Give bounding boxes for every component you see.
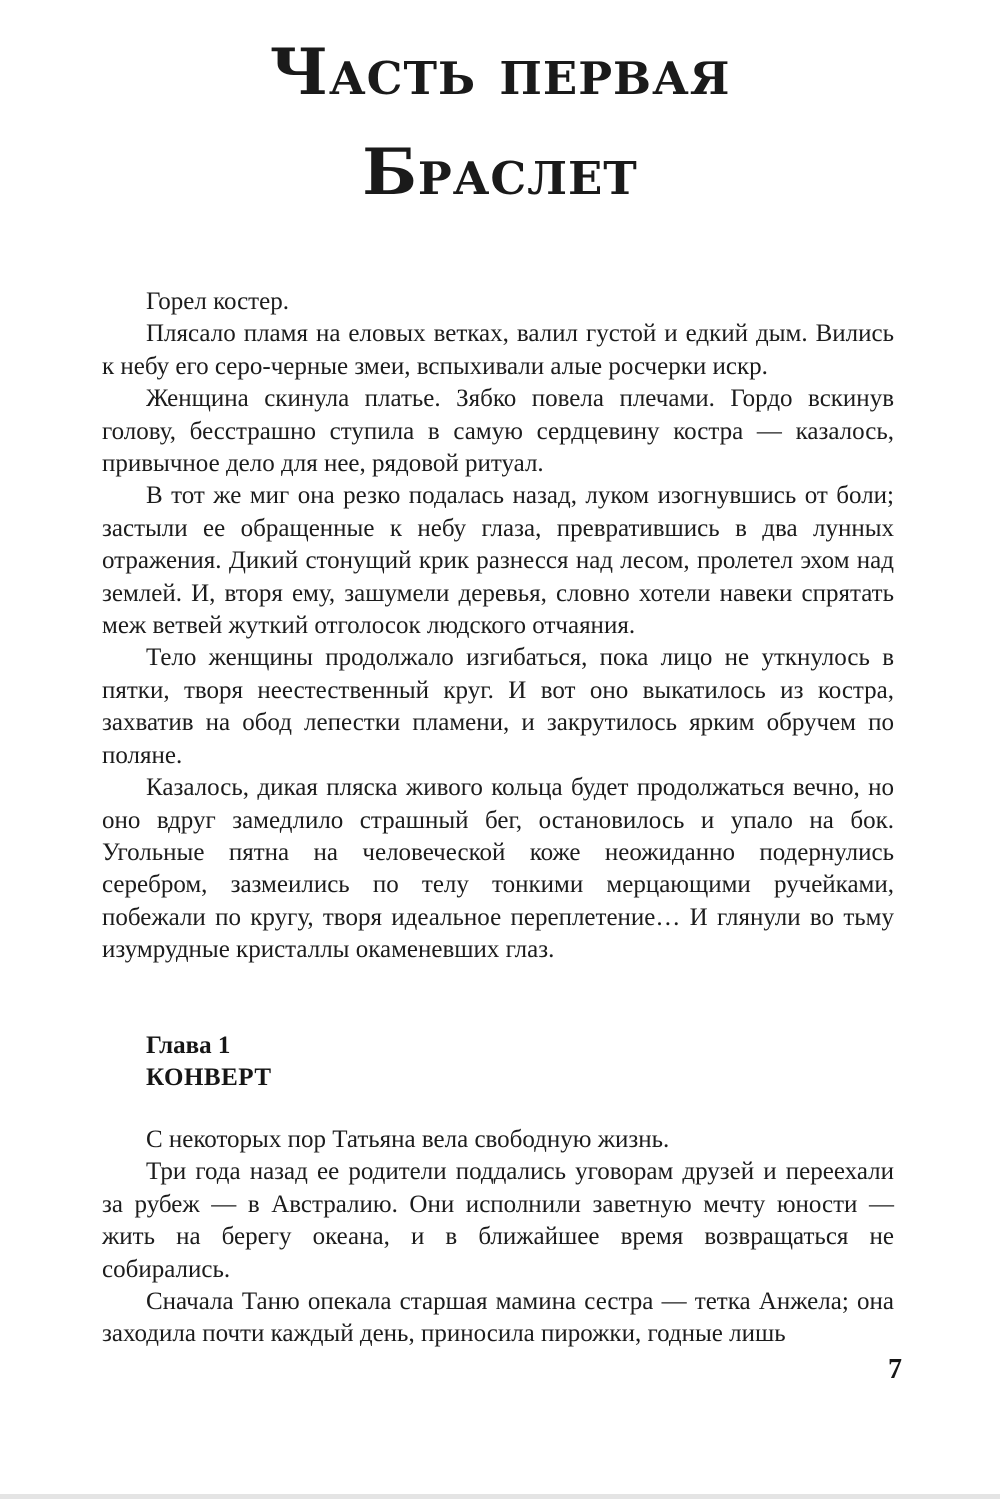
chapter-title: КОНВЕРТ xyxy=(146,1064,272,1091)
page-number: 7 xyxy=(888,1354,902,1385)
paragraph: С некоторых пор Татьяна вела свободную жизнь. xyxy=(146,1126,670,1153)
paragraph: Плясало пламя на еловых ветках, валил густой и едкий дым. Вились к небу его серо-черные змеи, вспыхивали алые росчерки искр. xyxy=(102,320,894,380)
chapter-number: Глава 1 xyxy=(146,1032,231,1059)
paragraph: Три года назад ее родители поддались уговорам друзей и переехали за рубеж — в Австралию. Они исполнили заветную мечту юности — жить на берегу океана, и в ближайшее время возвращаться не собирались. xyxy=(102,1158,894,1283)
paragraph: Тело женщины продолжало изгибаться, пока лицо не уткнулось в пятки, творя неестественный круг. И вот оно выкатилось из костра, захватив на обод лепестки пламени, и закрутилось ярким обручем по поляне. xyxy=(102,644,894,769)
paragraph: Горел костер. xyxy=(146,288,289,315)
paragraph: Казалось, дикая пляска живого кольца будет продолжаться вечно, но оно вдруг замедлило страшный бег, остановилось и упало на бок. Угольные пятна на человеческой коже неожиданно подернулись серебром, зазмеились по телу тонкими мерцающими ручейками, побежали по кругу, творя идеальное переплетение… И глянули во тьму изумрудные кристаллы окаменевших глаз. xyxy=(102,774,894,964)
part-subtitle: Браслет xyxy=(362,135,638,210)
part-title: Часть первая xyxy=(269,35,731,110)
paragraph: Сначала Таню опекала старшая мамина сестра — тетка Анжела; она заходила почти каждый день, приносила пирожки, годные лишь xyxy=(102,1288,894,1348)
page-bottom-edge xyxy=(0,1494,1000,1499)
paragraph: Женщина скинула платье. Зябко повела плечами. Гордо вскинув голову, бесстрашно ступила в самую сердцевину костра — казалось, привычное дело для нее, рядовой ритуал. xyxy=(102,385,894,478)
prologue-text xyxy=(102,286,894,967)
paragraph: В тот же миг она резко подалась назад, луком изогнувшись от боли; застыли ее обращенные к небу глаза, превратившись в два лунных отражения. Дикий стонущий крик разнесся над лесом, пролетел эхом над землей. И, вторя ему, зашумели деревья, словно хотели навеки спрятать меж ветвей жуткий отголосок людского отчаяния. xyxy=(102,482,894,640)
chapter-text xyxy=(102,1124,894,1351)
